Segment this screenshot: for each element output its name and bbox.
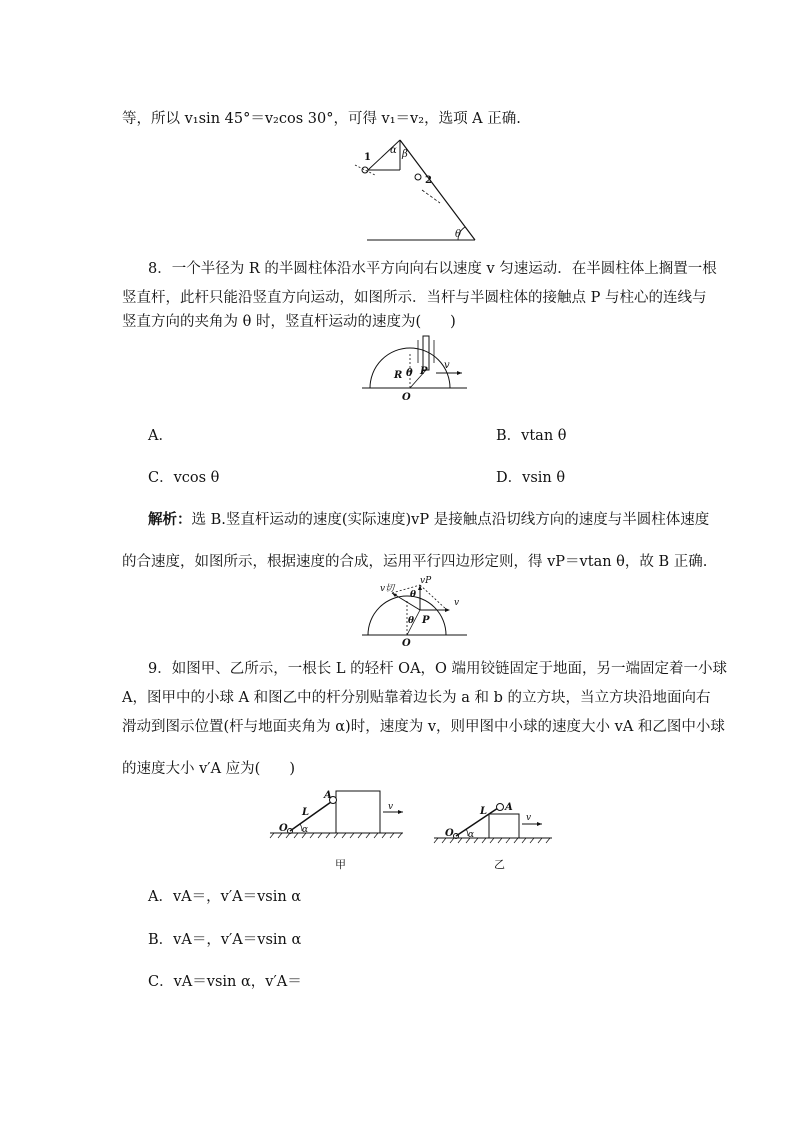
yi-label-L: L bbox=[480, 806, 488, 817]
jia-label-A: A bbox=[324, 790, 332, 801]
solution8-line2: 的合速度，如图所示，根据速度的合成，运用平行四边形定则，得 vP＝vtan θ，故 B 正确. bbox=[122, 554, 708, 570]
q8-fig-O: O bbox=[402, 392, 411, 403]
figure-q9-jia bbox=[268, 785, 408, 875]
q8-option-a: A． bbox=[148, 428, 173, 444]
q8-line1: 8．一个半径为 R 的半圆柱体沿水平方向向右以速度 v 匀速运动．在半圆柱体上搁置一根 bbox=[148, 261, 717, 277]
q9-option-a: A．vA＝，v′A＝vsin α bbox=[148, 889, 302, 905]
q9-line4: 的速度大小 v′A 应为( ) bbox=[122, 761, 295, 777]
jia-caption: 甲 bbox=[335, 858, 346, 871]
sol8-fig-P: P bbox=[422, 615, 430, 626]
fig1-beta: β bbox=[402, 149, 408, 160]
figure-solution8-velocity bbox=[362, 575, 472, 650]
solution8-line1 bbox=[148, 511, 709, 529]
intro-text: 等，所以 v₁sin 45°＝v₂cos 30°，可得 v₁＝v₂，选项 A 正确. bbox=[122, 111, 521, 127]
q8-fig-P: P bbox=[420, 366, 428, 377]
q9-line3: 滑动到图示位置(杆与地面夹角为 α)时，速度为 v，则甲图中小球的速度大小 vA 和乙图中小球 bbox=[122, 719, 725, 735]
yi-caption: 乙 bbox=[494, 858, 505, 871]
figure-q9-yi bbox=[432, 800, 557, 875]
q8-option-b: B．vtan θ bbox=[496, 428, 567, 444]
sol8-fig-theta1: θ bbox=[410, 590, 417, 600]
q9-line2: A，图甲中的小球 A 和图乙中的杆分别贴靠着边长为 a 和 b 的立方块，当立方块沿地面向右 bbox=[122, 690, 711, 706]
q8-fig-v: v bbox=[444, 360, 450, 371]
q9-option-b: B．vA＝，v′A＝vsin α bbox=[148, 932, 302, 948]
fig1-label-1: 1 bbox=[364, 152, 371, 163]
solution8-text1: 选 B.竖直杆运动的速度(实际速度)vP 是接触点沿切线方向的速度与半圆柱体速度 bbox=[191, 512, 710, 528]
jia-label-alpha: α bbox=[302, 825, 309, 835]
fig1-label-2: 2 bbox=[425, 175, 432, 186]
q8-line3: 竖直方向的夹角为 θ 时，竖直杆运动的速度为( ) bbox=[122, 314, 456, 330]
sol8-fig-vP: vP bbox=[420, 576, 432, 586]
sol8-fig-vcut: v切 bbox=[380, 584, 395, 594]
q8-fig-R: R bbox=[394, 370, 403, 381]
fig1-alpha: α bbox=[390, 145, 397, 156]
jia-label-O: O bbox=[279, 823, 288, 834]
yi-label-O: O bbox=[445, 828, 454, 839]
sol8-fig-O: O bbox=[402, 638, 411, 649]
fig1-theta: θ bbox=[455, 229, 462, 240]
figure-incline bbox=[340, 135, 490, 245]
jia-label-v: v bbox=[388, 802, 394, 812]
q8-fig-theta: θ bbox=[406, 368, 413, 379]
q8-option-c: C．vcos θ bbox=[148, 470, 220, 486]
q8-line2: 竖直杆，此杆只能沿竖直方向运动，如图所示．当杆与半圆柱体的接触点 P 与柱心的连线与 bbox=[122, 290, 707, 306]
yi-label-v: v bbox=[526, 813, 532, 823]
q8-option-d: D．vsin θ bbox=[496, 470, 566, 486]
solution-label: 解析： bbox=[148, 511, 192, 528]
yi-label-A: A bbox=[505, 802, 513, 813]
q9-option-c: C．vA＝vsin α，v′A＝ bbox=[148, 974, 302, 990]
jia-label-L: L bbox=[302, 807, 310, 818]
sol8-fig-theta2: θ bbox=[408, 616, 415, 626]
q9-line1: 9．如图甲、乙所示，一根长 L 的轻杆 OA，O 端用铰链固定于地面，另一端固定着一小球 bbox=[148, 661, 728, 677]
yi-label-alpha: α bbox=[468, 830, 475, 840]
sol8-fig-v: v bbox=[454, 598, 460, 608]
figure-q8-half-cylinder bbox=[362, 328, 472, 403]
